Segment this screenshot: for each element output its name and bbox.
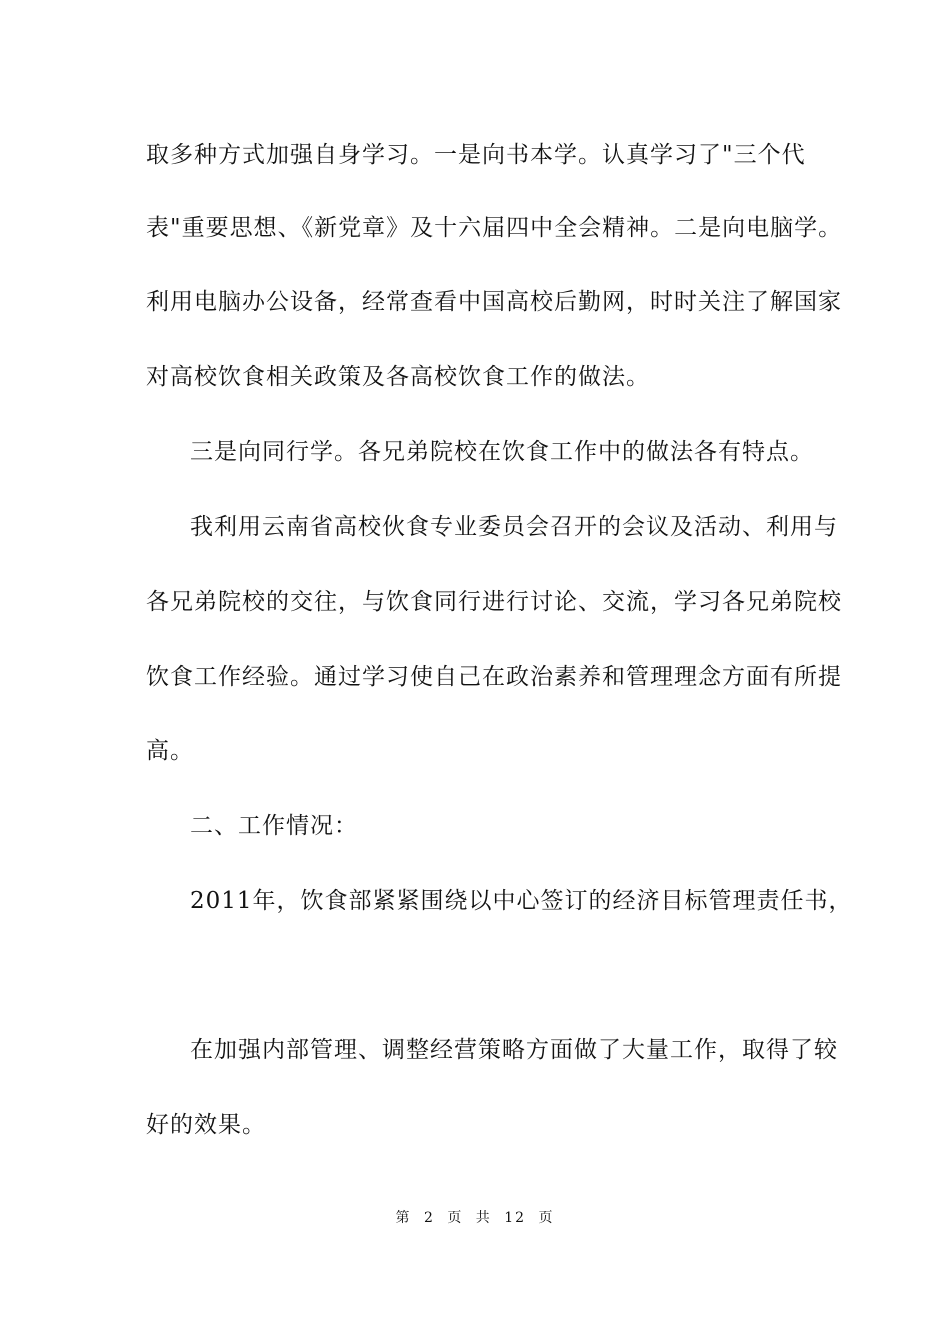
paragraph-line: 利用电脑办公设备，经常查看中国高校后勤网，时时关注了解国家 [146, 289, 842, 315]
page-prefix: 第 [395, 1210, 412, 1226]
section-heading: 二、工作情况： [190, 813, 358, 839]
page-footer [0, 1208, 950, 1228]
paragraph-line: 对高校饮食相关政策及各高校饮食工作的做法。 [146, 364, 650, 390]
paragraph-line: 好的效果。 [146, 1112, 266, 1138]
paragraph-line: 三是向同行学。各兄弟院校在饮食工作中的做法各有特点。 [190, 439, 814, 465]
paragraph-line: 表"重要思想、《新党章》及十六届四中全会精神。二是向电脑学。 [146, 215, 843, 241]
total-prefix: 共 [475, 1210, 492, 1226]
total-pages-number: 12 [504, 1210, 527, 1226]
paragraph-line: 高。 [146, 738, 194, 764]
paragraph-line: 取多种方式加强自身学习。一是向书本学。认真学习了"三个代 [146, 142, 806, 168]
paragraph-line: 在加强内部管理、调整经营策略方面做了大量工作，取得了较 [190, 1037, 838, 1063]
total-suffix: 页 [538, 1210, 555, 1226]
current-page-number: 2 [423, 1210, 435, 1226]
paragraph-line: 我利用云南省高校伙食专业委员会召开的会议及活动、利用与 [190, 514, 838, 540]
paragraph-line: 饮食工作经验。通过学习使自己在政治素养和管理理念方面有所提 [146, 664, 842, 690]
paragraph-line: 2011年，饮食部紧紧围绕以中心签订的经济目标管理责任书， [190, 888, 853, 914]
paragraph-line: 各兄弟院校的交往，与饮食同行进行讨论、交流，学习各兄弟院校 [146, 589, 842, 615]
page-word: 页 [447, 1210, 464, 1226]
